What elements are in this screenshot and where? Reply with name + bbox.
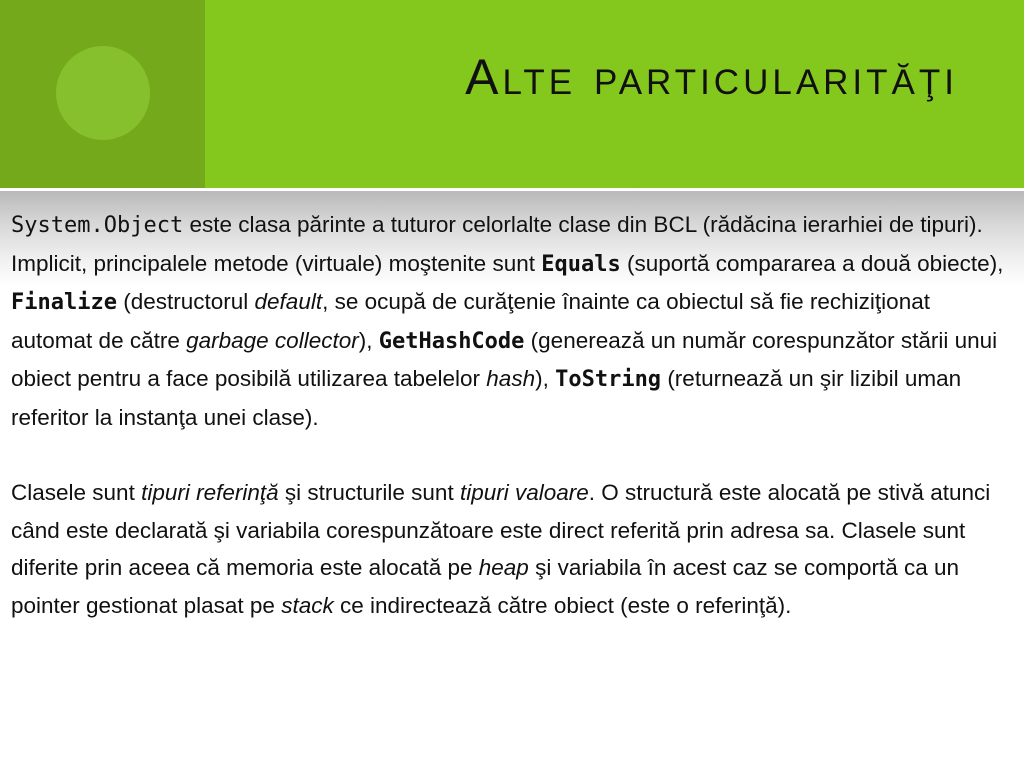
paragraph-base-class [11,206,1016,437]
text-segment: Clasele sunt [11,480,142,506]
text-segment: (destructorul [116,289,255,315]
term-stack: stack [281,592,334,618]
code-system-object: System.Object [11,213,184,238]
term-heap: heap [478,555,529,581]
code-equals: Equals [541,251,621,277]
text-segment: (returnează un şir lizibil uman referitor la instanţa unei clase). [11,366,962,430]
code-tostring: ToString [555,367,662,393]
code-gethashcode: GetHashCode [378,328,525,354]
slide-body [11,206,1016,625]
text-segment: (generează un număr corespunzător stării unui obiect pentru a face posibilă utilizarea tabelelor [11,327,998,392]
text-segment: ce indirectează către obiect (este o referinţă). [333,592,792,618]
text-segment: (suportă compararea a două obiecte), [620,250,1004,276]
term-default: default [254,289,323,315]
text-segment: şi structurile sunt [278,480,460,506]
text-segment: ), [358,327,379,353]
text-segment: . O structură este alocată pe stivă atunci când este declarată şi variabila corespunzătoare este direct referită prin adresa sa. Clasele sunt diferite prin aceea că memoria este alocată pe [11,480,991,581]
text-segment: ), [535,366,556,392]
text-segment: şi variabila în acest caz se comportă ca un pointer gestionat plasat pe [11,555,960,618]
term-tipuri-valoare: tipuri valoare [459,480,589,506]
code-finalize: Finalize [11,290,117,316]
term-hash: hash [486,366,536,392]
term-tipuri-referinta: tipuri referinţă [141,480,279,506]
paragraph-reference-value-types [11,474,1016,624]
decorative-circle [56,46,150,140]
text-segment: , se ocupă de curăţenie înainte ca obiectul să fie rechiziţionat automat de către [11,289,930,353]
slide-title: Alte particularităţi [465,49,958,105]
term-garbage-collector: garbage collector [186,327,359,353]
text-segment: este clasa părinte a tuturor celorlalte clase din BCL (rădăcina ierarhiei de tipuri). Implicit, principalele metode (virtuale) moştenite sunt [11,212,983,276]
